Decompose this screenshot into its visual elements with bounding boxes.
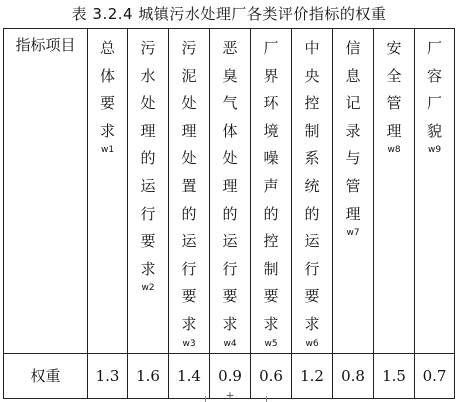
weight-value: 1.5 (374, 353, 415, 398)
indicator-name: 信息记录与管理 (345, 39, 361, 223)
weight-value: 1.4 (169, 353, 210, 398)
indicator-name: 总体要求 (99, 39, 115, 140)
indicator-name: 中央控制系统的运行要求 (304, 39, 320, 333)
table-caption: 表 3.2.4 城镇污水处理厂各类评价指标的权重 (71, 5, 387, 23)
indicator-symbol: w6 (305, 338, 319, 349)
weight-value: 0.8 (333, 353, 374, 398)
indicator-header-cell (292, 29, 333, 354)
weight-value: 0.7 (415, 353, 455, 398)
weight-value: 0.9 (210, 353, 251, 398)
indicator-header-cell (210, 29, 251, 354)
indicator-symbol: w3 (182, 338, 196, 349)
indicator-name: 厂容厂貌 (426, 39, 442, 140)
indicator-header-cell (374, 29, 415, 354)
indicator-header-cell (251, 29, 292, 354)
header-label-cell (4, 29, 88, 354)
weight-value: 1.3 (88, 353, 128, 398)
indicator-header-cell (333, 29, 374, 354)
indicator-header-cell (169, 29, 210, 354)
indicator-symbol: w4 (223, 338, 237, 349)
indicator-symbol: w2 (141, 283, 155, 294)
indicator-name: 安全管理 (386, 39, 402, 140)
weight-value: 1.2 (292, 353, 333, 398)
weight-value: 1.6 (128, 353, 169, 398)
weights-table (3, 28, 455, 399)
indicator-symbol: w7 (346, 228, 360, 239)
indicator-symbol: w8 (387, 145, 401, 156)
indicator-header-cell (88, 29, 128, 354)
weight-value: 0.6 (251, 353, 292, 398)
indicator-header-cell (128, 29, 169, 354)
header-label: 指标项目 (15, 36, 76, 54)
indicator-name: 污泥处理处置的运行要求 (181, 39, 197, 333)
indicator-symbol: w5 (264, 338, 278, 349)
plus-icon[interactable]: + (225, 389, 235, 402)
header-row (4, 29, 455, 354)
indicator-name: 恶臭气体处理的运行要求 (222, 39, 238, 333)
indicator-header-cell (415, 29, 455, 354)
weight-label: 权重 (4, 353, 88, 398)
indicator-symbol: w9 (427, 145, 442, 156)
table-continuation-rule (205, 396, 267, 402)
indicator-name: 厂界环境噪声的控制要求 (263, 39, 279, 333)
indicator-symbol: w1 (100, 145, 115, 156)
indicator-name: 污水处理的运行要求 (140, 39, 156, 278)
